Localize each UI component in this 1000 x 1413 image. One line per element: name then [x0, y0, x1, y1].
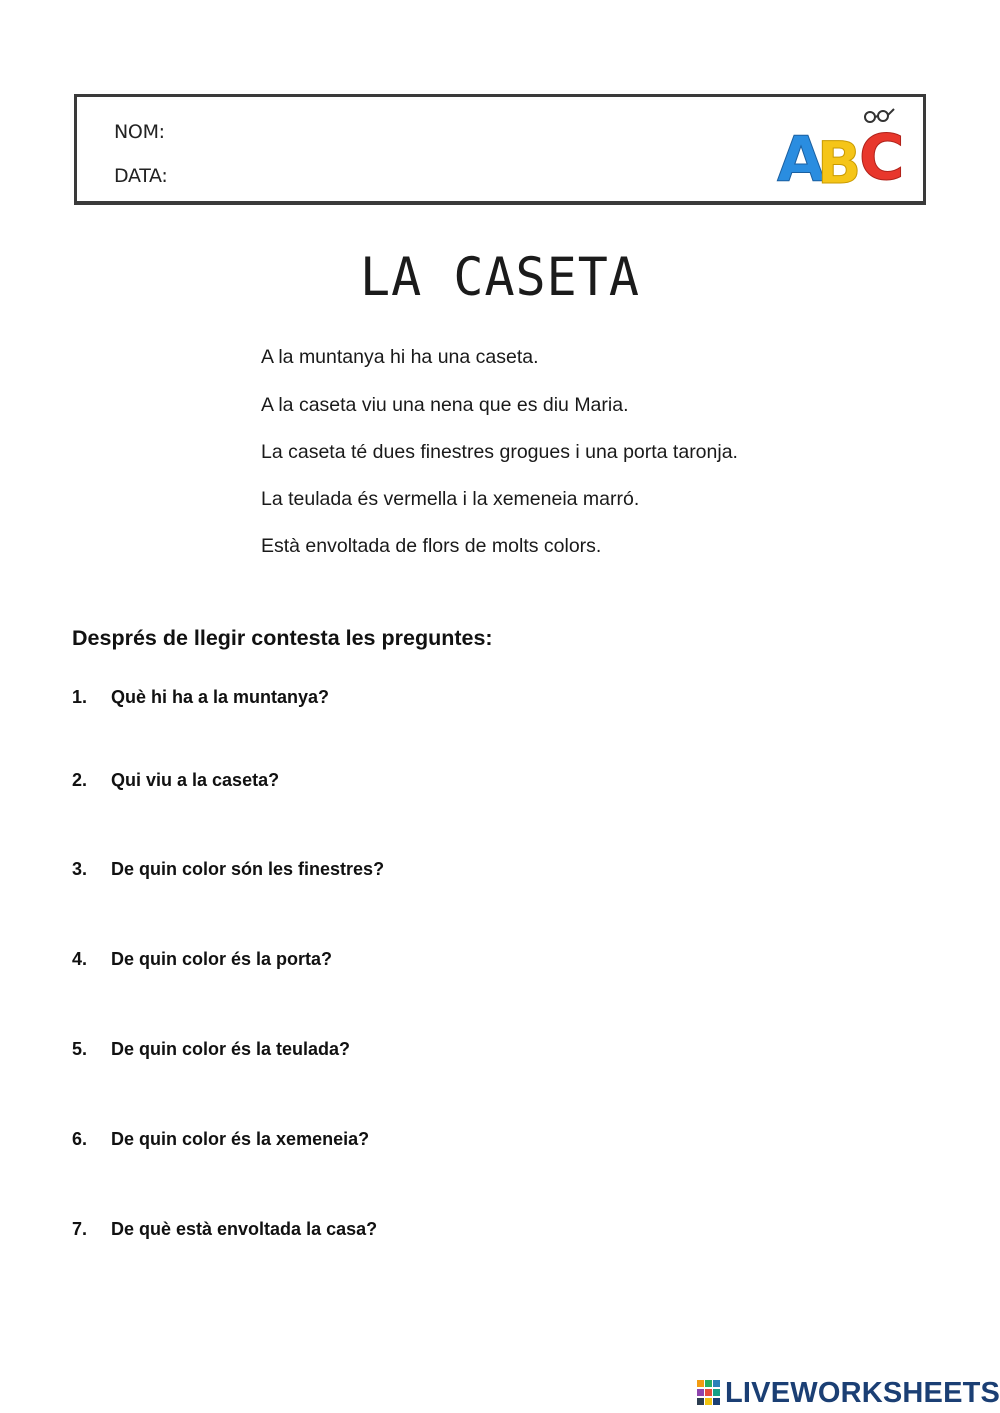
- question-number: 6.: [72, 1129, 88, 1149]
- student-info-box: [74, 94, 926, 205]
- liveworksheets-logo-icon: [697, 1380, 721, 1406]
- story-line: La caseta té dues finestres grogues i una porta taronja.: [261, 441, 738, 463]
- question-text: Què hi ha a la muntanya?: [111, 687, 330, 707]
- story-line: A la caseta viu una nena que es diu Maria.: [261, 394, 629, 416]
- question-text: De quin color és la porta?: [111, 949, 333, 969]
- question-number: 7.: [72, 1219, 88, 1239]
- question-item: [72, 770, 279, 791]
- question-number: 2.: [72, 770, 88, 790]
- question-text: De quin color són les finestres?: [111, 859, 385, 879]
- question-text: De què està envoltada la casa?: [111, 1219, 378, 1239]
- name-label: NOM:: [114, 121, 165, 143]
- question-number: 1.: [72, 687, 88, 707]
- abc-logo-icon: [775, 103, 910, 193]
- question-number: 5.: [72, 1039, 88, 1059]
- story-line: La teulada és vermella i la xemeneia marró.: [261, 488, 640, 510]
- question-item: [72, 949, 332, 970]
- question-item: [72, 1039, 350, 1060]
- question-text: De quin color és la xemeneia?: [111, 1129, 370, 1149]
- instructions-heading: Després de llegir contesta les preguntes:: [72, 626, 493, 650]
- question-text: Qui viu a la caseta?: [111, 770, 280, 790]
- svg-text:B: B: [817, 129, 862, 193]
- question-item: [72, 859, 384, 880]
- question-item: [72, 687, 329, 708]
- svg-text:C: C: [859, 121, 905, 193]
- brand-name: LIVEWORKSHEETS: [725, 1376, 1000, 1409]
- question-item: [72, 1129, 369, 1150]
- liveworksheets-brand[interactable]: [697, 1376, 1000, 1410]
- page-title: LA CASETA: [360, 246, 640, 308]
- question-number: 4.: [72, 949, 88, 969]
- svg-text:A: A: [777, 123, 825, 193]
- date-label: DATA:: [114, 165, 168, 187]
- question-number: 3.: [72, 859, 88, 879]
- question-item: [72, 1219, 377, 1240]
- question-text: De quin color és la teulada?: [111, 1039, 351, 1059]
- story-line: Està envoltada de flors de molts colors.: [261, 535, 602, 557]
- story-line: A la muntanya hi ha una caseta.: [261, 346, 539, 368]
